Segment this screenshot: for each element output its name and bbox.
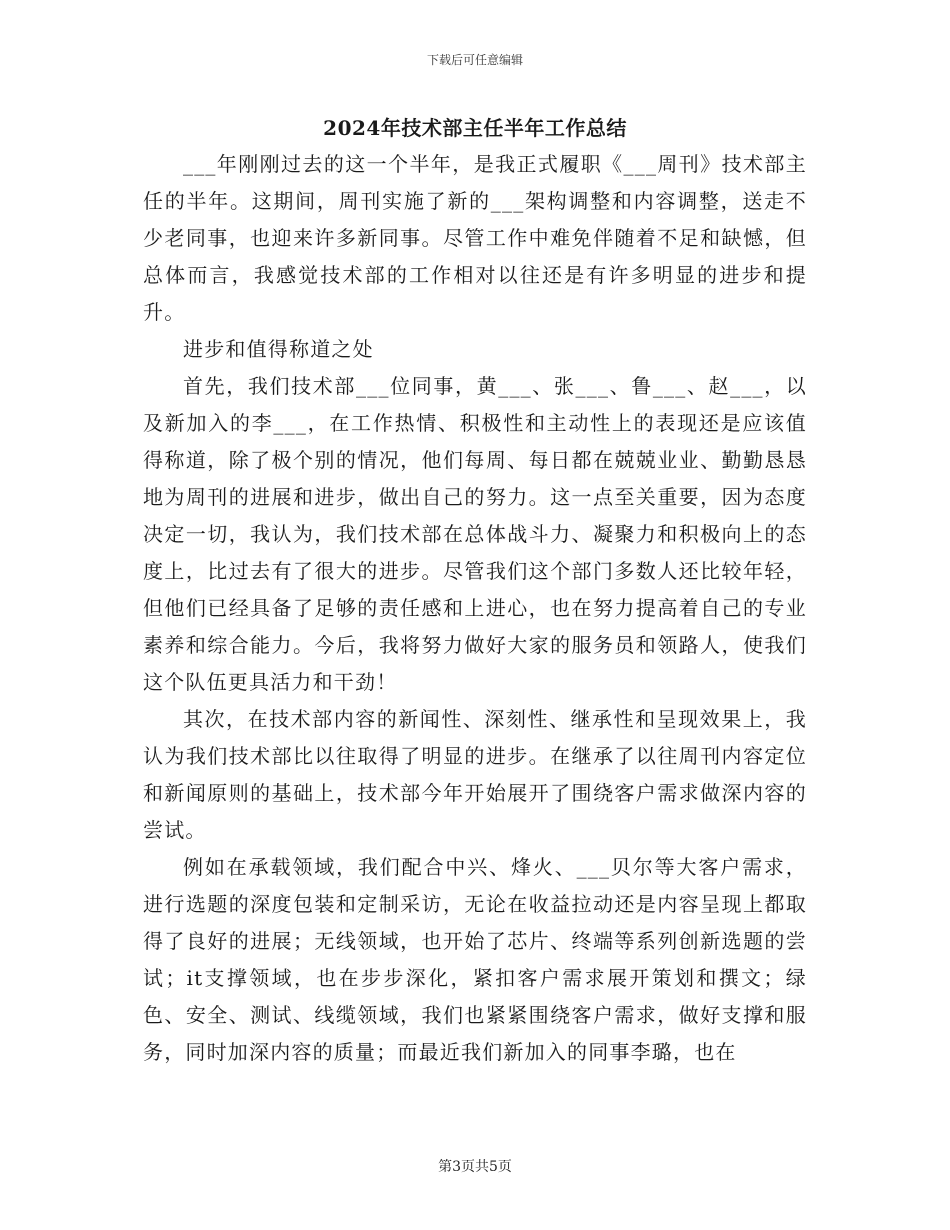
page-number: 第3页共5页 bbox=[438, 1159, 512, 1175]
paragraph-example: 例如在承载领域，我们配合中兴、烽火、___贝尔等大客户需求，进行选题的深度包装和定制采访，无论在收益拉动还是内容呈现上都取得了良好的进展；无线领域，也开始了芯片、终端等系列创新选题的尝试；it支撑领域，也在步步深化，紧扣客户需求展开策划和撰文；绿色、安全、测试、线缆领域，我们也紧紧围绕客户需求，做好支撑和服务，同时加深内容的质量；而最近我们新加入的同事李璐，也在 bbox=[143, 855, 807, 1064]
document-body bbox=[143, 146, 807, 1071]
page-header-note: 下载后可任意编辑 bbox=[426, 53, 523, 67]
section-heading-progress: 进步和值得称道之处 bbox=[183, 337, 374, 361]
paragraph-intro: ___年刚刚过去的这一个半年，是我正式履职《___周刊》技术部主任的半年。这期间，周刊实施了新的___架构调整和内容调整，送走不少老同事，也迎来许多新同事。尽管工作中难免伴随着不足和缺憾，但总体而言，我感觉技术部的工作相对以往还是有许多明显的进步和提升。 bbox=[143, 152, 807, 324]
paragraph-first-point: 首先，我们技术部___位同事，黄___、张___、鲁___、赵___，以及新加入的李___，在工作热情、积极性和主动性上的表现还是应该值得称道，除了极个别的情况，他们每周、每日都在兢兢业业、勤勤恳恳地为周刊的进展和进步，做出自己的努力。这一点至关重要，因为态度决定一切，我认为，我们技术部在总体战斗力、凝聚力和积极向上的态度上，比过去有了很大的进步。尽管我们这个部门多数人还比较年轻，但他们已经具备了足够的责任感和上进心，也在努力提高着自己的专业素养和综合能力。今后，我将努力做好大家的服务员和领路人，使我们这个队伍更具活力和干劲！ bbox=[143, 374, 807, 694]
document-title: 2024年技术部主任半年工作总结 bbox=[323, 116, 627, 140]
paragraph-second-point: 其次，在技术部内容的新闻性、深刻性、继承性和呈现效果上，我认为我们技术部比以往取得了明显的进步。在继承了以往周刊内容定位和新闻原则的基础上，技术部今年开始展开了围绕客户需求做深内容的尝试。 bbox=[143, 707, 807, 842]
